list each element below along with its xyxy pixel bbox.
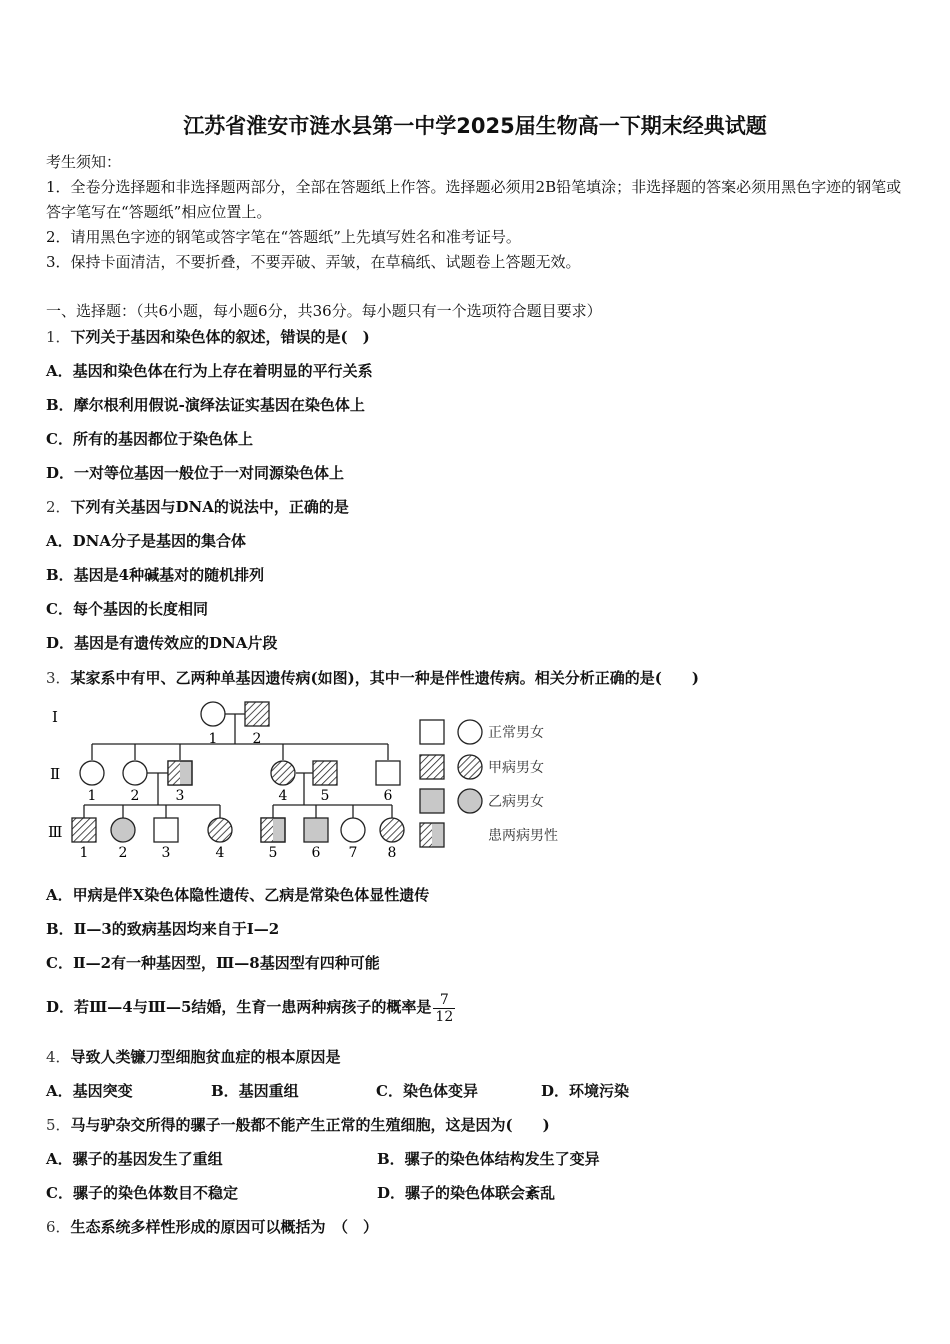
gen1-number: 2 xyxy=(252,731,262,747)
pedigree-II-2 xyxy=(123,761,147,785)
gen2-number: 3 xyxy=(175,788,185,804)
notice-heading: 考生须知： xyxy=(46,153,122,171)
q4-option-d[interactable]: D．环境污染 xyxy=(541,1082,630,1100)
notice-item-1: 1．全卷分选择题和非选择题两部分，全部在答题纸上作答。选择题必须用2B铅笔填涂；非选择题的答案必须用黑色字迹的钢笔或答字笔写在“答题纸”相应位置上。 xyxy=(46,178,902,221)
pedigree-I-2 xyxy=(245,702,269,726)
q3-option-c[interactable]: C．Ⅱ—2有一种基因型，Ⅲ—8基因型有四种可能 xyxy=(46,954,380,972)
pedigree-III-6 xyxy=(304,818,328,842)
gen-label-III: Ⅲ xyxy=(48,823,63,841)
q3-option-b[interactable]: B．Ⅱ—3的致病基因均来自于Ⅰ—2 xyxy=(46,920,280,938)
legend-both: 患两病男性 xyxy=(488,828,558,844)
question-stem: 某家系中有甲、乙两种单基因遗传病(如图)，其中一种是伴性遗传病。相关分析正确的是( ) xyxy=(70,669,699,687)
fraction-numerator: 7 xyxy=(433,992,455,1009)
q4-options xyxy=(46,1081,629,1101)
q1-option-d[interactable]: D．一对等位基因一般位于一对同源染色体上 xyxy=(46,464,345,482)
pedigree-III-7 xyxy=(341,818,365,842)
pedigree-II-6 xyxy=(376,761,400,785)
pedigree-III-2 xyxy=(111,818,135,842)
gen3-number: 6 xyxy=(311,845,321,861)
gen3-number: 3 xyxy=(161,845,171,861)
pedigree-II-1 xyxy=(80,761,104,785)
q3-option-a[interactable]: A．甲病是伴X染色体隐性遗传、乙病是常染色体显性遗传 xyxy=(46,886,430,904)
q5-options-row-2 xyxy=(46,1183,555,1203)
pedigree-III-1 xyxy=(72,818,96,842)
gen3-number: 8 xyxy=(387,845,397,861)
gen2-number: 2 xyxy=(130,788,140,804)
q4-option-b[interactable]: B．基因重组 xyxy=(211,1082,299,1100)
gen1-number: 1 xyxy=(208,731,218,747)
question-4 xyxy=(46,1047,341,1067)
q2-option-a[interactable]: A．DNA分子是基因的集合体 xyxy=(46,532,246,550)
gen-label-I: Ⅰ xyxy=(52,708,58,726)
q1-option-b[interactable]: B．摩尔根利用假说-演绎法证实基因在染色体上 xyxy=(46,396,365,414)
q5-option-d[interactable]: D．骡子的染色体联会紊乱 xyxy=(377,1184,556,1202)
q1-option-c[interactable]: C．所有的基因都位于染色体上 xyxy=(46,430,253,448)
gen2-number: 4 xyxy=(278,788,288,804)
pedigree-III-4 xyxy=(208,818,232,842)
question-6 xyxy=(46,1217,378,1237)
notice-item-2: 2．请用黑色字迹的钢笔或答字笔在“答题纸”上先填写姓名和准考证号。 xyxy=(46,228,521,246)
q2-option-c[interactable]: C．每个基因的长度相同 xyxy=(46,600,208,618)
question-number: 4． xyxy=(46,1048,71,1066)
q5-options-row-1 xyxy=(46,1149,600,1169)
legend-disease-b: 乙病男女 xyxy=(488,794,544,810)
fraction xyxy=(433,992,455,1025)
notice-item-3: 3．保持卡面清洁，不要折叠，不要弄破、弄皱，在草稿纸、试题卷上答题无效。 xyxy=(46,253,581,271)
fraction-denominator: 12 xyxy=(435,1008,454,1025)
gen-label-II: Ⅱ xyxy=(50,765,61,783)
question-5 xyxy=(46,1115,550,1135)
gen2-number: 5 xyxy=(320,788,330,804)
pedigree-II-4 xyxy=(271,761,295,785)
pedigree-III-3 xyxy=(154,818,178,842)
q2-option-b[interactable]: B．基因是4种碱基对的随机排列 xyxy=(46,566,265,584)
q4-option-c[interactable]: C．染色体变异 xyxy=(376,1082,478,1100)
question-number: 5． xyxy=(46,1116,71,1134)
question-stem: 下列关于基因和染色体的叙述，错误的是( ) xyxy=(70,328,370,346)
gen3-number: 7 xyxy=(348,845,358,861)
gen2-number: 1 xyxy=(87,788,97,804)
q5-option-c[interactable]: C．骡子的染色体数目不稳定 xyxy=(46,1184,238,1202)
pedigree-III-8 xyxy=(380,818,404,842)
gen3-number: 5 xyxy=(268,845,278,861)
gen3-number: 2 xyxy=(118,845,128,861)
question-number: 3． xyxy=(46,669,71,687)
question-stem: 导致人类镰刀型细胞贫血症的根本原因是 xyxy=(70,1048,341,1066)
legend-disease-a: 甲病男女 xyxy=(488,760,544,776)
pedigree-II-5 xyxy=(313,761,337,785)
gen2-number: 6 xyxy=(383,788,393,804)
question-2 xyxy=(46,497,349,517)
gen3-number: 1 xyxy=(79,845,89,861)
q1-option-a[interactable]: A．基因和染色体在行为上存在着明显的平行关系 xyxy=(46,362,373,380)
question-stem: 下列有关基因与DNA的说法中，正确的是 xyxy=(70,498,349,516)
section-heading: 一、选择题：（共6小题，每小题6分，共36分。每小题只有一个选项符合题目要求） xyxy=(46,302,602,320)
page-title: 江苏省淮安市涟水县第一中学2025届生物高一下期末经典试题 xyxy=(183,114,767,138)
question-number: 2． xyxy=(46,498,71,516)
question-1 xyxy=(46,327,370,347)
question-stem: 生态系统多样性形成的原因可以概括为 （ ） xyxy=(70,1218,379,1236)
q5-option-b[interactable]: B．骡子的染色体结构发生了变异 xyxy=(377,1150,600,1168)
q5-option-a[interactable]: A．骡子的基因发生了重组 xyxy=(46,1150,223,1168)
pedigree-chart xyxy=(40,698,580,863)
q4-option-a[interactable]: A．基因突变 xyxy=(46,1082,133,1100)
pedigree-I-1 xyxy=(201,702,225,726)
q2-option-d[interactable]: D．基因是有遗传效应的DNA片段 xyxy=(46,634,278,652)
question-number: 6． xyxy=(46,1218,71,1236)
pedigree-legend xyxy=(420,720,558,847)
q3-option-d[interactable] xyxy=(46,990,455,1025)
option-d-text: D．若Ⅲ—4与Ⅲ—5结婚，生育一患两种病孩子的概率是 xyxy=(46,998,432,1016)
gen3-number: 4 xyxy=(215,845,225,861)
question-3 xyxy=(46,668,699,688)
legend-normal: 正常男女 xyxy=(488,725,544,741)
question-number: 1． xyxy=(46,328,71,346)
question-stem: 马与驴杂交所得的骡子一般都不能产生正常的生殖细胞，这是因为( ) xyxy=(70,1116,550,1134)
